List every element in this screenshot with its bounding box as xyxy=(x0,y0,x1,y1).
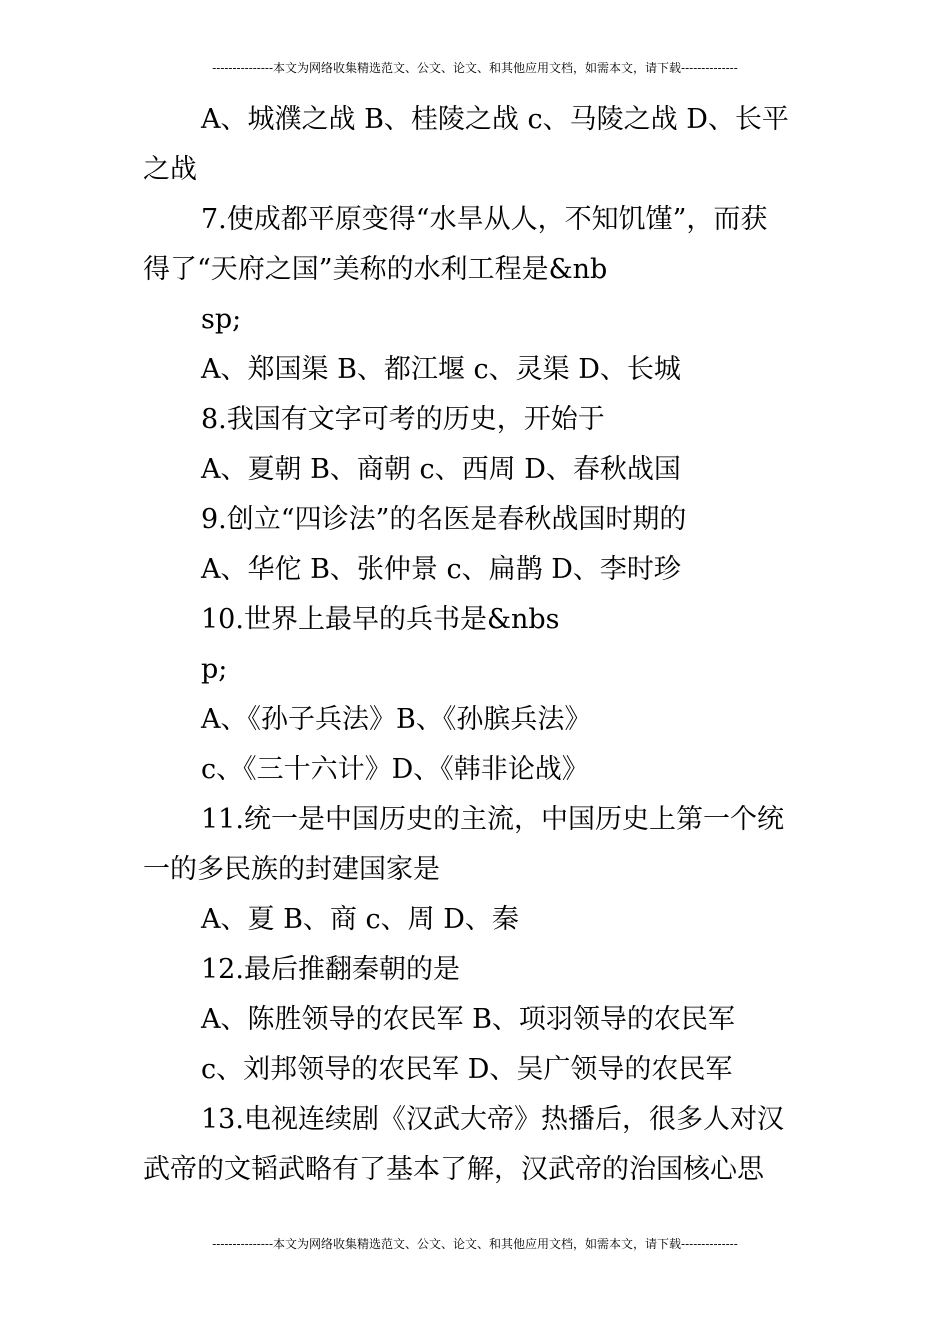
text-line: 得了“天府之国”美称的水利工程是&nb xyxy=(143,254,608,285)
options-7: A、郑国渠 B、都江堰 c、灵渠 D、长城 xyxy=(201,354,681,385)
options-12: c、刘邦领导的农民军 D、吴广领导的农民军 xyxy=(201,1054,733,1085)
options-10: c、《三十六计》D、《韩非论战》 xyxy=(201,754,589,785)
text-line: A、城濮之战 B、桂陵之战 c、马陵之战 D、长平 xyxy=(201,104,789,135)
options-8: A、夏朝 B、商朝 c、西周 D、春秋战国 xyxy=(201,454,681,485)
text-line: p; xyxy=(201,654,228,685)
question-8: 8.我国有文字可考的历史，开始于 xyxy=(201,404,605,435)
question-13: 13.电视连续剧《汉武大帝》热播后，很多人对汉 xyxy=(201,1104,784,1135)
question-7: 7.使成都平原变得“水旱从人，不知饥馑”，而获 xyxy=(201,204,768,235)
question-12: 12.最后推翻秦朝的是 xyxy=(201,954,460,985)
question-10: 10.世界上最早的兵书是&nbs xyxy=(201,604,560,635)
footer-banner: ---------------本文为网络收集精选范文、公文、论文、和其他应用文档，如需本文，请下载-------------- xyxy=(212,1237,738,1251)
options-9: A、华佗 B、张仲景 c、扁鹊 D、李时珍 xyxy=(201,554,681,585)
options-10: A、《孙子兵法》B、《孙膑兵法》 xyxy=(201,704,592,735)
text-line: sp; xyxy=(201,304,242,335)
options-12: A、陈胜领导的农民军 B、项羽领导的农民军 xyxy=(201,1004,735,1035)
options-11: A、夏 B、商 c、周 D、秦 xyxy=(201,904,519,935)
text-line: 一的多民族的封建国家是 xyxy=(143,854,440,885)
document-body xyxy=(143,95,811,1195)
header-banner: ---------------本文为网络收集精选范文、公文、论文、和其他应用文档，如需本文，请下载-------------- xyxy=(212,61,738,75)
question-11: 11.统一是中国历史的主流，中国历史上第一个统 xyxy=(201,804,784,835)
text-line: 武帝的文韬武略有了基本了解，汉武帝的治国核心思 xyxy=(143,1154,764,1185)
question-9: 9.创立“四诊法”的名医是春秋战国时期的 xyxy=(201,504,687,535)
text-line: 之战 xyxy=(143,154,197,185)
